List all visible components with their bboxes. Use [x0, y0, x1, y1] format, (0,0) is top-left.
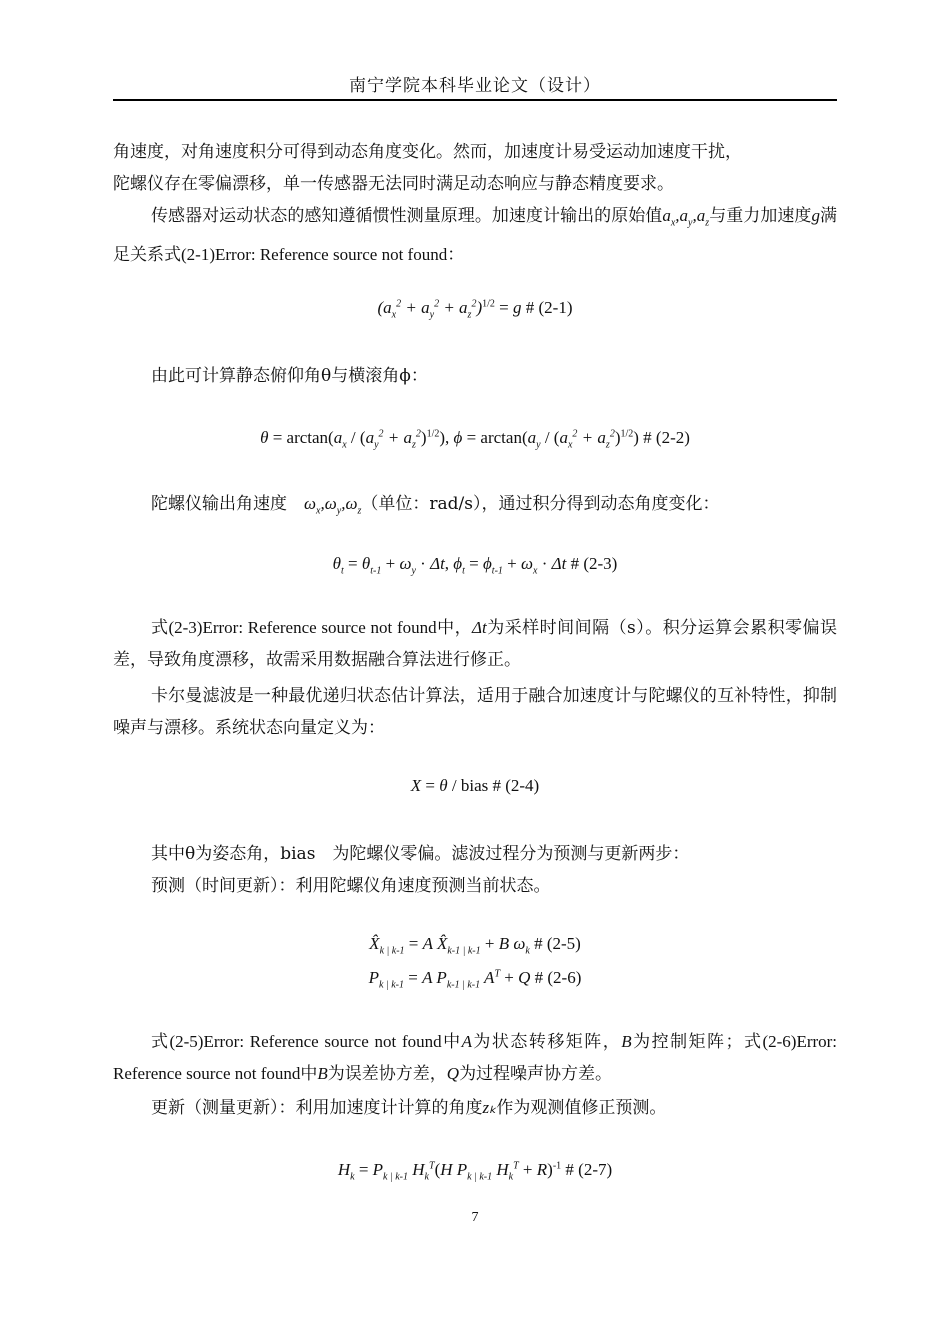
inline-math-accel: $a_x,a_y,a_z$ — [662, 206, 710, 229]
paragraph-kalman: 卡尔曼滤波是一种最优递归状态估计算法，适用于融合加速度计与陀螺仪的互补特性，抑制噪声与漂移。系统状态向量定义为： — [113, 686, 837, 738]
inline-math-g: g — [811, 206, 820, 225]
equation-2-5: $X̂_{k | k-1} = A$ $X̂_{k-1 | k-1} + B$ $\omega_k$ # (2-5) — [369, 934, 581, 957]
equation-ref: (2-1) — [181, 245, 215, 265]
inline-math-omega: $\omega_x,\omega_y,\omega_z$ — [304, 494, 362, 517]
equation-ref: (2-5) — [169, 1032, 204, 1051]
paragraph-matrices: 式(2-5)Error: Reference source not found中A为状态转移矩阵，B为控制矩阵；式(2-6)Error: Reference source not found中B为误差协方差，Q为过程噪声协方差。 — [113, 1032, 838, 1084]
page-header: 南宁学院本科毕业论文（设计） — [349, 76, 601, 96]
equation-2-3: $\theta_t = \theta_{t-1} + \omega_y \cdot \Delta t$, $\phi_t = \phi_{t-1} + \omega_x \cdot \Delta t$ # (2-3) — [332, 554, 618, 577]
reference-error: Error: Reference source not found — [202, 618, 437, 637]
inline-math-dt: Δt — [472, 618, 487, 637]
paragraph-gyro: 陀螺仪输出角速度 $\omega_x,\omega_y,\omega_z$（单位：rad/s），通过积分得到动态角度变化： — [151, 494, 720, 517]
equation-2-7: $H_k = P_{k | k-1}$ $H_k^T(H$ $P_{k | k-1}$ $H_k^T + R)^{-1}$ # (2-7) — [337, 1160, 613, 1183]
paragraph-drift: 式(2-3)Error: Reference source not found中，Δt为采样时间间隔（s）。积分运算会累积零偏误差，导致角度漂移，故需采用数据融合算法进行修正。 — [113, 618, 837, 670]
equation-ref: (2-6) — [762, 1032, 797, 1051]
equation-2-1: $(a_x^2 + a_y^2 + a_z^2)^{1/2} = g$ # (2-1) — [377, 298, 573, 321]
page-number: 7 — [471, 1210, 479, 1225]
paragraph-intro: 角速度，对角速度积分可得到动态角度变化。然而，加速度计易受运动加速度干扰， 陀螺仪存在零偏漂移，单一传感器无法同时满足动态响应与静态精度要求。 — [113, 142, 742, 194]
equation-2-4: X = θ / bias # (2-4) — [410, 776, 540, 795]
equation-ref: (2-3) — [168, 618, 203, 637]
paragraph-predict: 预测（时间更新）：利用陀螺仪角速度预测当前状态。 — [151, 876, 551, 896]
paragraph-state: 其中θ为姿态角，bias 为陀螺仪零偏。滤波过程分为预测与更新两步： — [151, 844, 690, 864]
paragraph-static-angles: 由此可计算静态俯仰角θ与横滚角ϕ： — [151, 366, 428, 386]
reference-error: Error: Reference source not found — [203, 1032, 442, 1051]
paragraph-accelerometer: 传感器对运动状态的感知遵循惯性测量原理。加速度计输出的原始值$a_x,a_y,a_z$与重力加速度g满足关系式(2-1)Error: Reference source not found： — [113, 206, 838, 266]
reference-error: Error: Reference source not found — [113, 1032, 838, 1083]
paragraph-update: 更新（测量更新）：利用加速度计计算的角度zₖ作为观测值修正预测。 — [151, 1098, 667, 1118]
equation-2-2: $\theta = \arctan(a_x / (a_y^2 + a_z^2)^{1/2})$, $\phi = \arctan(a_y / (a_x^2 + a_z^2)^{1/2})$ # (2-2) — [260, 428, 690, 451]
equation-2-6: $P_{k | k-1} = A$ $P_{k-1 | k-1}$ $A^T + Q$ # (2-6) — [368, 968, 582, 991]
reference-error: Error: Reference source not found： — [214, 245, 465, 265]
header-rule — [113, 99, 837, 101]
